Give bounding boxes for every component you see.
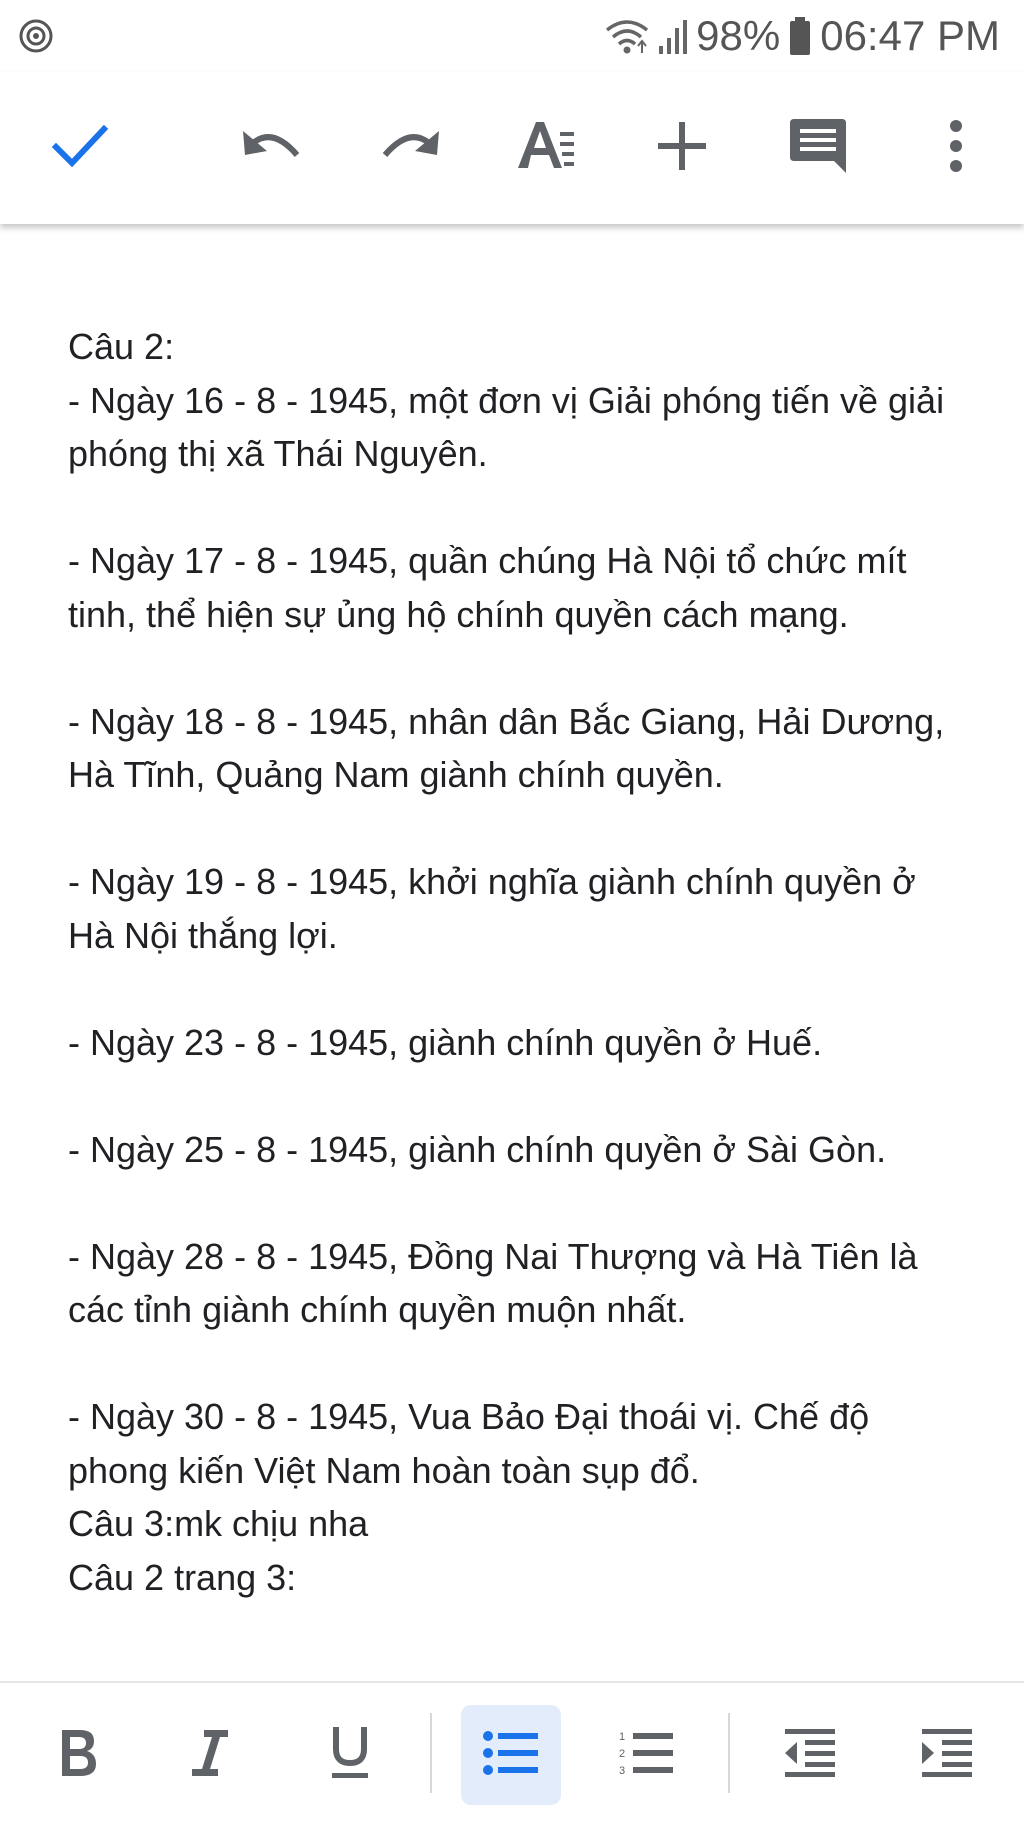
insert-button[interactable] [644,110,720,186]
text-format-icon [514,118,578,179]
app-notification-icon [16,16,56,56]
battery-icon [788,16,812,56]
undo-icon [239,121,305,176]
svg-text:3: 3 [619,1764,626,1777]
comment-icon [788,117,848,180]
numbered-list-button[interactable] [596,1705,696,1805]
text-format-button[interactable] [508,110,584,186]
paragraph[interactable]: - Ngày 23 - 8 - 1945, giành chính quyền ở Huế. [68,1021,823,1063]
done-button[interactable] [42,110,118,186]
more-vert-icon [946,118,966,179]
italic-button[interactable] [160,1705,260,1805]
redo-button[interactable] [372,110,448,186]
bulleted-list-button[interactable] [461,1705,561,1805]
paragraph[interactable]: - Ngày 25 - 8 - 1945, giành chính quyền ở Sài Gòn. [68,1128,887,1170]
wifi-icon [604,16,650,56]
underline-button[interactable] [300,1705,400,1805]
increase-indent-icon [918,1727,976,1784]
paragraph[interactable]: Câu 2: - Ngày 16 - 8 - 1945, một đơn vị Giải phóng tiến về giải phóng thị xã Thái Nguyên. [68,326,945,474]
format-toolbar [0,1681,1024,1822]
editor-toolbar [0,72,1024,224]
svg-text:2: 2 [619,1747,626,1760]
status-bar [0,0,1024,72]
paragraph[interactable]: - Ngày 30 - 8 - 1945, Vua Bảo Đại thoái vị. Chế độ phong kiến Việt Nam hoàn toàn sụp đổ. Câu 3:mk chịu nha Câu 2 trang 3: [68,1396,870,1598]
toolbar-divider [430,1713,432,1793]
underline-icon [328,1725,372,1786]
battery-percent: 98% [696,12,781,59]
decrease-indent-icon [781,1727,839,1784]
document-text[interactable] [68,320,968,1604]
status-indicators [604,8,1000,64]
increase-indent-button[interactable] [897,1705,997,1805]
bulleted-list-icon [482,1728,540,1783]
clock: 06:47 PM [820,12,1000,59]
toolbar-divider [728,1713,730,1793]
bold-icon [58,1728,98,1783]
undo-button[interactable] [234,110,310,186]
paragraph[interactable]: - Ngày 17 - 8 - 1945, quần chúng Hà Nội tổ chức mít tinh, thể hiện sự ủng hộ chính quyền cách mạng. [68,540,917,635]
checkmark-icon [50,121,110,176]
paragraph[interactable]: - Ngày 19 - 8 - 1945, khởi nghĩa giành chính quyền ở Hà Nội thắng lợi. [68,861,926,956]
decrease-indent-button[interactable] [760,1705,860,1805]
svg-text:1: 1 [619,1730,626,1743]
more-options-button[interactable] [918,110,994,186]
italic-icon [190,1728,230,1783]
paragraph[interactable]: - Ngày 28 - 8 - 1945, Đồng Nai Thượng và Hà Tiên là các tỉnh giành chính quyền muộn nhất. [68,1235,928,1330]
comment-button[interactable] [780,110,856,186]
bold-button[interactable] [28,1705,128,1805]
plus-icon [656,120,708,177]
redo-icon [377,121,443,176]
document-editor[interactable] [0,224,1024,1681]
numbered-list-icon [617,1728,675,1783]
paragraph[interactable]: - Ngày 18 - 8 - 1945, nhân dân Bắc Giang, Hải Dương, Hà Tĩnh, Quảng Nam giành chính quyền. [68,700,955,795]
signal-icon [658,18,688,54]
